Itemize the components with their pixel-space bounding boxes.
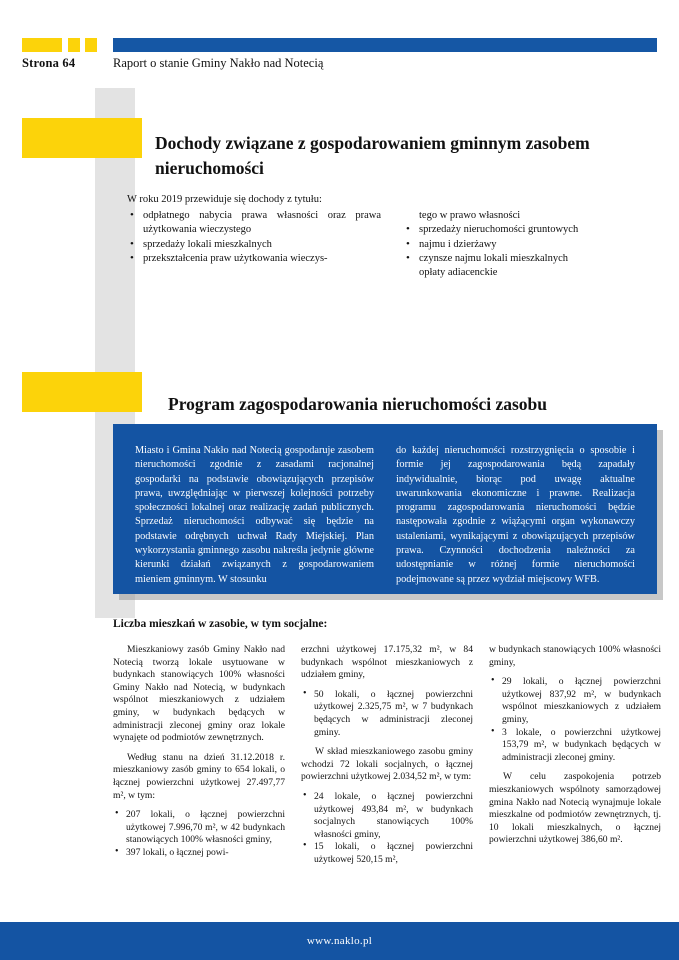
paragraph: W celu zaspokojenia potrzeb mieszkaniowych wspólnoty samorządowej gmina Nakło nad Notecią wynajmuje lokale mieszkalne od podmiotów zewnętrznych, tj. 10 lokali mieszkalnych, o łącznej powierzchni użytkowej 386,60 m².: [489, 771, 661, 846]
blue-box-right-text: do każdej nieruchomości rozstrzygnięcia o sposobie i formie jej zagospodarowania będą zapadały indywidualnie, biorąc pod uwagę aktualne uwarunkowania ekonomiczne i prawne. Realizacja programu zagospodarowania nieruchomości będzie następowała zgodnie z wiążącymi organ wykonawczy ustaleniami, wynikającymi z obowiązujących przepisów prawa. Czynności dochodzenia należności za udostępnianie w różnej formie nieruchomości podejmowane są przez wydział miejscowy WFB.: [396, 445, 635, 585]
header-blue-bar: [113, 38, 657, 52]
section1-yellow-block: [22, 118, 142, 158]
paragraph: Mieszkaniowy zasób Gminy Nakło nad Notecią tworzą lokale usytuowane w budynkach stanowiących 100% własności Gminy Nakło nad Notecią, w budynkach wspólnot mieszkaniowych z udziałem gminy, w budynkach będących w administracji zleconej gminy oraz lokale wynajęte od podmiotów zewnętrznych.: [113, 644, 285, 744]
paragraph-continuation: w budynkach stanowiących 100% własności gminy,: [489, 644, 661, 668]
header-yellow-bar-3: [85, 38, 97, 52]
section3-column-1: [113, 644, 285, 867]
list-item: • 207 lokali, o łącznej powierzchni użytkowej 7.996,70 m², w 42 budynkach stanowiących 100% własności gminy,: [113, 809, 285, 847]
list-item-continuation: opłaty adiacenckie: [419, 267, 498, 279]
section1-columns: [127, 209, 657, 280]
section1-intro-text: W roku 2019 przewiduje się dochody z tytułu:: [127, 194, 322, 205]
section2-heading: Program zagospodarowania nieruchomości zasobu: [168, 393, 548, 414]
footer-url[interactable]: www.naklo.pl: [306, 935, 373, 947]
section3-subheading: Liczba mieszkań w zasobie, w tym socjalne:: [113, 618, 328, 630]
list-item: • przekształcenia praw użytkowania wieczys-: [127, 252, 381, 266]
header-yellow-bar-1: [22, 38, 62, 52]
section3-column-2: [301, 644, 473, 867]
section3-three-columns: [113, 644, 661, 867]
section1-right-column: [403, 209, 657, 280]
paragraph: Według stanu na dzień 31.12.2018 r. mieszkaniowy zasób gminy to 654 lokali, o łącznej powierzchni użytkowej 27.497,77 m², w tym:: [113, 751, 285, 801]
list-item: • 50 lokali, o łącznej powierzchni użytkowej 2.325,75 m², w 7 budynkach będących w administracji zleconej gminy.: [301, 689, 473, 739]
list-item: • najmu i dzierżawy: [403, 238, 657, 252]
document-title: Raport o stanie Gminy Nakło nad Notecią: [113, 56, 324, 70]
section1-left-list: [127, 209, 381, 266]
section1-heading: Dochody związane z gospodarowaniem gminnym zasobem nieruchomości: [155, 132, 590, 178]
list-item: • 15 lokali, o łącznej powierzchni użytkowej 520,15 m²,: [301, 841, 473, 866]
page-number-label: Strona 64: [22, 56, 76, 70]
footer-bar: [0, 922, 679, 960]
list-item: • sprzedaży lokali mieszkalnych: [127, 238, 381, 252]
section1-right-list: [403, 209, 657, 280]
section1-left-column: [127, 209, 381, 280]
blue-box-left-text: Miasto i Gmina Nakło nad Notecią gospodaruje zasobem nieruchomości zgodnie z zasadami racjonalnej gospodarki na podstawie obowiązujących przepisów prawa, uwzględniając w pierwszej kolejności potrzeby społeczności lokalnej oraz realizację zadań publicznych. Sprzedaż nieruchomości odbywać się będzie na podstawie odrębnych uchwał Rady Miejskiej. Plan wykorzystania gminnego zasobu nakreśla jedynie główne kierunki działań związanych z gospodarowaniem mieniem gminnym. W stosunku: [135, 445, 374, 585]
section2-yellow-block: [22, 372, 142, 412]
list-item: • sprzedaży nieruchomości gruntowych: [403, 223, 657, 237]
section3-col1-list: [113, 809, 285, 859]
list-item-continuation: tego w prawo własności: [419, 210, 521, 221]
section3-col3-list: [489, 676, 661, 764]
header-yellow-bar-2: [68, 38, 80, 52]
section3-col2-list: [301, 689, 473, 739]
list-item: • 24 lokale, o łącznej powierzchni użytkowej 493,84 m², w budynkach socjalnych stanowiących 100% własności gminy,: [301, 791, 473, 841]
section3-column-3: [489, 644, 661, 867]
paragraph: W skład mieszkaniowego zasobu gminy wchodzi 72 lokali socjalnych, o łącznej powierzchni użytkowej 2.034,52 m², w tym:: [301, 746, 473, 783]
list-item: • 397 lokali, o łącznej powi-: [113, 847, 285, 860]
paragraph-continuation: erzchni użytkowej 17.175,32 m², w 84 budynkach wspólnot mieszkaniowych z udziałem gminy,: [301, 644, 473, 681]
list-item: • czynsze najmu lokali mieszkalnych: [403, 252, 657, 266]
list-item: • odpłatnego nabycia prawa własności oraz prawa użytkowania wieczystego: [127, 209, 381, 238]
highlight-blue-box: [113, 424, 657, 594]
list-item: • 3 lokale, o powierzchni użytkowej 153,79 m², w budynkach będących w administracji zleconej gminy.: [489, 727, 661, 765]
section3-col2-list-2: [301, 791, 473, 867]
list-item: • 29 lokali, o łącznej powierzchni użytkowej 837,92 m², w budynkach wspólnot mieszkaniowych z udziałem gminy,: [489, 676, 661, 726]
